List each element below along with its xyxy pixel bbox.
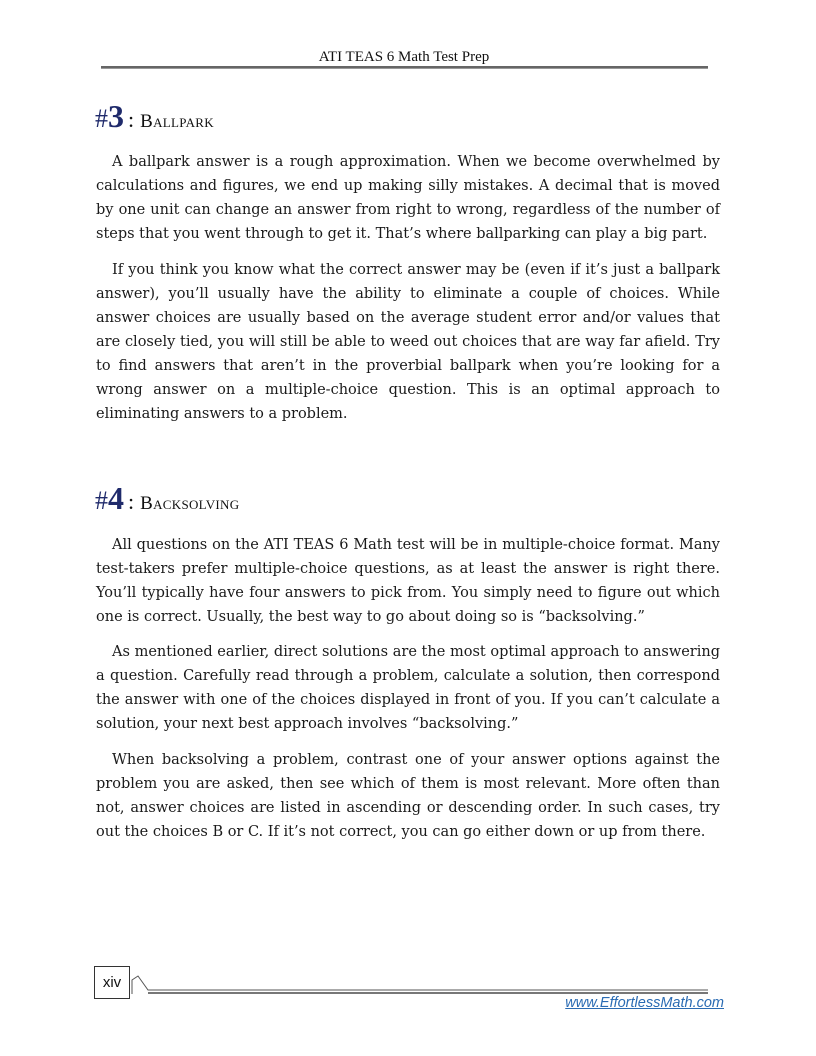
paragraph-backsolving-1: All questions on the ATI TEAS 6 Math test will be in multiple-choice format. Many test-takers prefer multiple-choice questions, as at least the answer is right there. You’ll typically have four answers to pick from. You simply need to figure out which one is correct. Usually, the best way to go about doing so is “backsolving.” bbox=[96, 537, 720, 625]
footer-rule bbox=[130, 966, 710, 996]
paragraph-backsolving-3: When backsolving a problem, contrast one of your answer options against the problem you are asked, then see which of them is most relevant. More often than not, answer choices are listed in ascending or descending order. In such cases, try out the choices B or C. If it’s not correct, you can go either down or up from there. bbox=[96, 752, 720, 840]
running-header-title: ATI TEAS 6 Math Test Prep bbox=[318, 49, 490, 65]
heading-hash: # bbox=[95, 486, 108, 515]
paragraph-ballpark-1: A ballpark answer is a rough approximation. When we become overwhelmed by calculations and figures, we end up making silly mistakes. A decimal that is moved by one unit can change an answer from right to wrong, regardless of the number of steps that you went through to get it. That’s where ballparking can play a big part. bbox=[96, 154, 720, 242]
section-heading-backsolving bbox=[95, 480, 239, 517]
section-heading-ballpark bbox=[95, 98, 214, 135]
heading-hash: # bbox=[95, 104, 108, 133]
page-number-box: xiv bbox=[94, 966, 130, 999]
heading-title: Backsolving bbox=[140, 493, 240, 514]
website-link[interactable]: www.EffortlessMath.com bbox=[565, 995, 724, 1011]
header-rule bbox=[101, 66, 708, 69]
heading-colon: : bbox=[128, 489, 135, 514]
heading-title: Ballpark bbox=[140, 111, 214, 132]
heading-number: 3 bbox=[108, 98, 124, 134]
heading-number: 4 bbox=[108, 480, 124, 516]
paragraph-backsolving-2: As mentioned earlier, direct solutions are the most optimal approach to answering a question. Carefully read through a problem, calculate a solution, then correspond the answer with one of the choices displayed in front of you. If you can’t calculate a solution, your next best approach involves “backsolving.” bbox=[96, 644, 720, 732]
paragraph-ballpark-2: If you think you know what the correct answer may be (even if it’s just a ballpark answer), you’ll usually have the ability to eliminate a couple of choices. While answer choices are usually based on the average student error and/or values that are closely tied, you will still be able to weed out choices that are way far afield. Try to find answers that aren’t in the proverbial ballpark when you’re looking for a wrong answer on a multiple-choice question. This is an optimal approach to eliminating answers to a problem. bbox=[96, 262, 720, 422]
heading-colon: : bbox=[128, 107, 135, 132]
